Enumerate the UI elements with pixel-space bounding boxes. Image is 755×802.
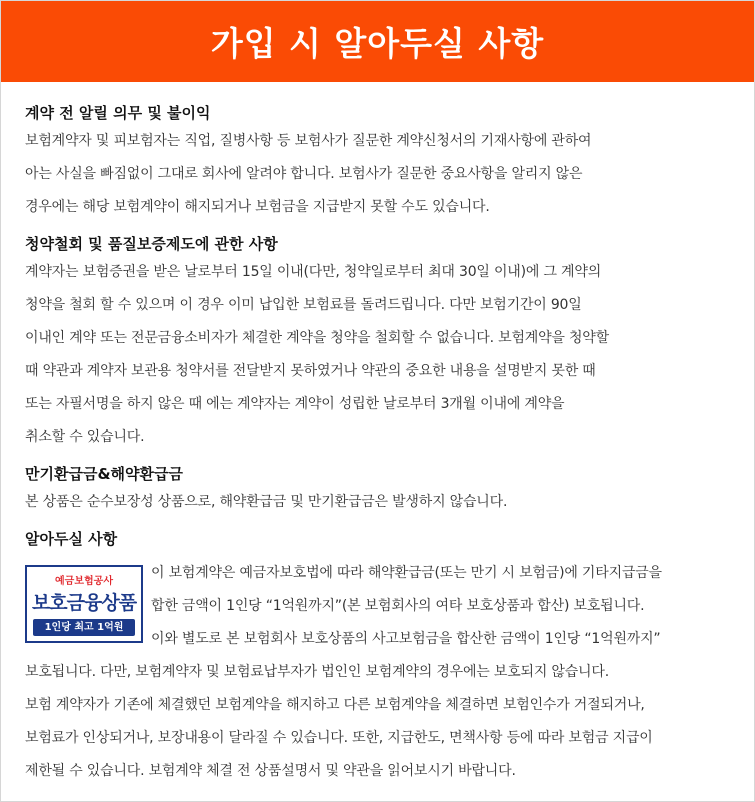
section-title: 알아두실 사항 [25,530,118,548]
section-title: 만기환급금&해약환급금 [25,465,183,483]
section-disclosure-duty [25,101,737,224]
body-line: 계약자는 보험증권을 받은 날로부터 15일 이내(다만, 청약일로부터 최대 30일 이내)에 그 계약의 [25,264,602,280]
badge-main-label: 보호금융상품 [31,592,137,614]
badge-limit: 1인당 최고 1억원 [33,619,135,636]
section-title: 계약 전 알릴 의무 및 불이익 [25,104,211,122]
body-line: 청약을 철회 할 수 있으며 이 경우 이미 납입한 보험료를 돌려드립니다. 다만 보험기간이 90일 [25,297,582,313]
section-body [25,256,737,454]
page-title: 가입 시 알아두실 사항 [210,24,545,63]
body-line: 보험 계약자가 기존에 체결했던 보험계약을 해지하고 다른 보험계약을 체결하면 보험인수가 거절되거나, [25,697,645,713]
section-body [25,125,737,224]
body-line: 취소할 수 있습니다. [25,429,145,445]
section-title: 청약철회 및 품질보증제도에 관한 사항 [25,235,278,253]
body-line: 보험료가 인상되거나, 보장내용이 달라질 수 있습니다. 또한, 지급한도, 면책사항 등에 따라 보험금 지급이 [25,730,653,746]
notice-content [25,101,737,796]
section-withdrawal [25,232,737,454]
body-line: 아는 사실을 빠짐없이 그대로 회사에 알려야 합니다. 보험사가 질문한 중요사항을 알리지 않은 [25,166,583,182]
body-line: 또는 자필서명을 하지 않은 때 에는 계약자는 계약이 성립한 날로부터 3개월 이내에 계약을 [25,396,565,412]
body-line: 이내인 계약 또는 전문금융소비자가 체결한 계약을 청약을 철회할 수 없습니다. 보험계약을 청약할 [25,330,609,346]
body-line: 합한 금액이 1인당 “1억원까지”(본 보험회사의 여타 보호상품과 합산) 보호됩니다. [151,598,645,614]
deposit-protection-badge [25,565,143,643]
body-line: 이 보험계약은 예금자보호법에 따라 해약환급금(또는 만기 시 보험금)에 기타지급금을 [151,565,662,581]
body-line: 제한될 수 있습니다. 보험계약 체결 전 상품설명서 및 약관을 읽어보시기 바랍니다. [25,763,516,779]
body-line: 때 약관과 계약자 보관용 청약서를 전달받지 못하였거나 약관의 중요한 내용을 설명받지 못한 때 [25,363,596,379]
section-refund [25,462,737,519]
body-line: 보험계약자 및 피보험자는 직업, 질병사항 등 보험사가 질문한 계약신청서의 기재사항에 관하여 [25,133,592,149]
badge-issuer: 예금보험공사 [55,576,113,587]
body-line: 본 상품은 순수보장성 상품으로, 해약환급금 및 만기환급금은 발생하지 않습니다. [25,494,508,510]
body-line: 보호됩니다. 다만, 보험계약자 및 보험료납부자가 법인인 보험계약의 경우에는 보호되지 않습니다. [25,664,609,680]
body-line: 이와 별도로 본 보험회사 보호상품의 사고보험금을 합산한 금액이 1인당 “1억원까지” [151,631,661,647]
body-line: 경우에는 해당 보험계약이 해지되거나 보험금을 지급받지 못할 수도 있습니다. [25,199,490,215]
title-banner [1,1,754,82]
section-body [25,486,737,519]
section-notes [25,527,737,788]
